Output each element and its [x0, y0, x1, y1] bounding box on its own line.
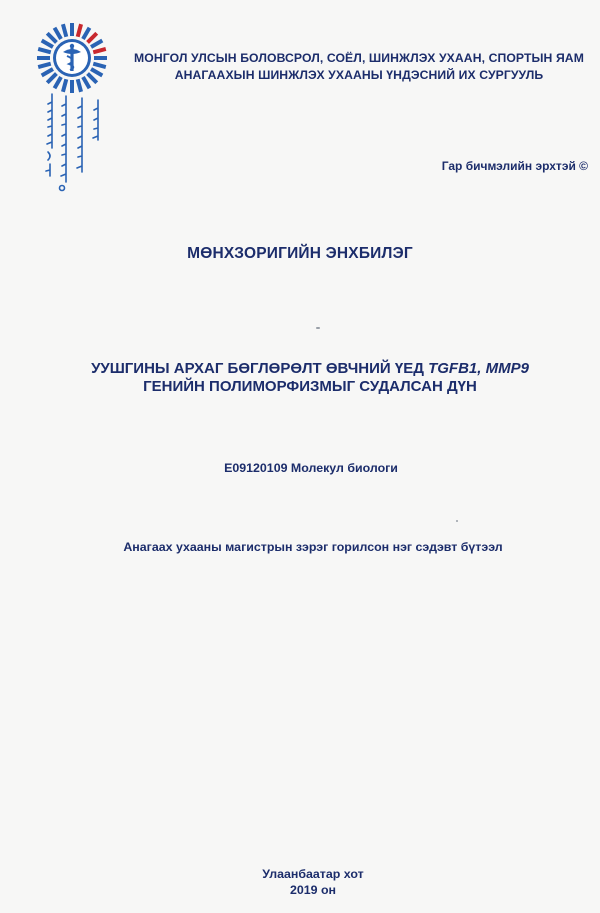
degree-statement: Анагаах ухааны магистрын зэрэг горилсон нэг сэдэвт бүтээл [123, 540, 503, 554]
specialty-code: E09120109 Молекул биологи [224, 461, 398, 475]
author-name: МӨНХЗОРИГИЙН ЭНХБИЛЭГ [187, 245, 413, 262]
city: Улаанбаатар хот [262, 867, 364, 881]
university-emblem-icon [36, 22, 108, 94]
mongolian-script-emblem [38, 90, 110, 196]
thesis-title-line-1 [0, 360, 600, 378]
place-and-date [0, 866, 600, 898]
thesis-title-prefix: УУШГИНЫ АРХАГ БӨГЛӨРӨЛТ ӨВЧНИЙ ҮЕД [91, 360, 429, 377]
scan-speck [316, 327, 320, 329]
year: 2019 он [289, 883, 337, 897]
university-name: АНАГААХЫН ШИНЖЛЭХ УХААНЫ ҮНДЭСНИЙ ИХ СУРГУУЛЬ [174, 68, 544, 82]
thesis-title-genes: TGFB1, MMP9 [428, 360, 529, 377]
ministry-name: МОНГОЛ УЛСЫН БОЛОВСРОЛ, СОЁЛ, ШИНЖЛЭХ УХААН, СПОРТЫН ЯАМ [134, 51, 584, 65]
thesis-title-line-2: ГЕНИЙН ПОЛИМОРФИЗМЫГ СУДАЛСАН ДҮН [143, 378, 477, 395]
thesis-title [0, 360, 600, 396]
scan-speck [456, 520, 458, 522]
institution-header [120, 50, 598, 84]
copyright-notice: Гар бичмэлийн эрхтэй © [441, 159, 588, 173]
